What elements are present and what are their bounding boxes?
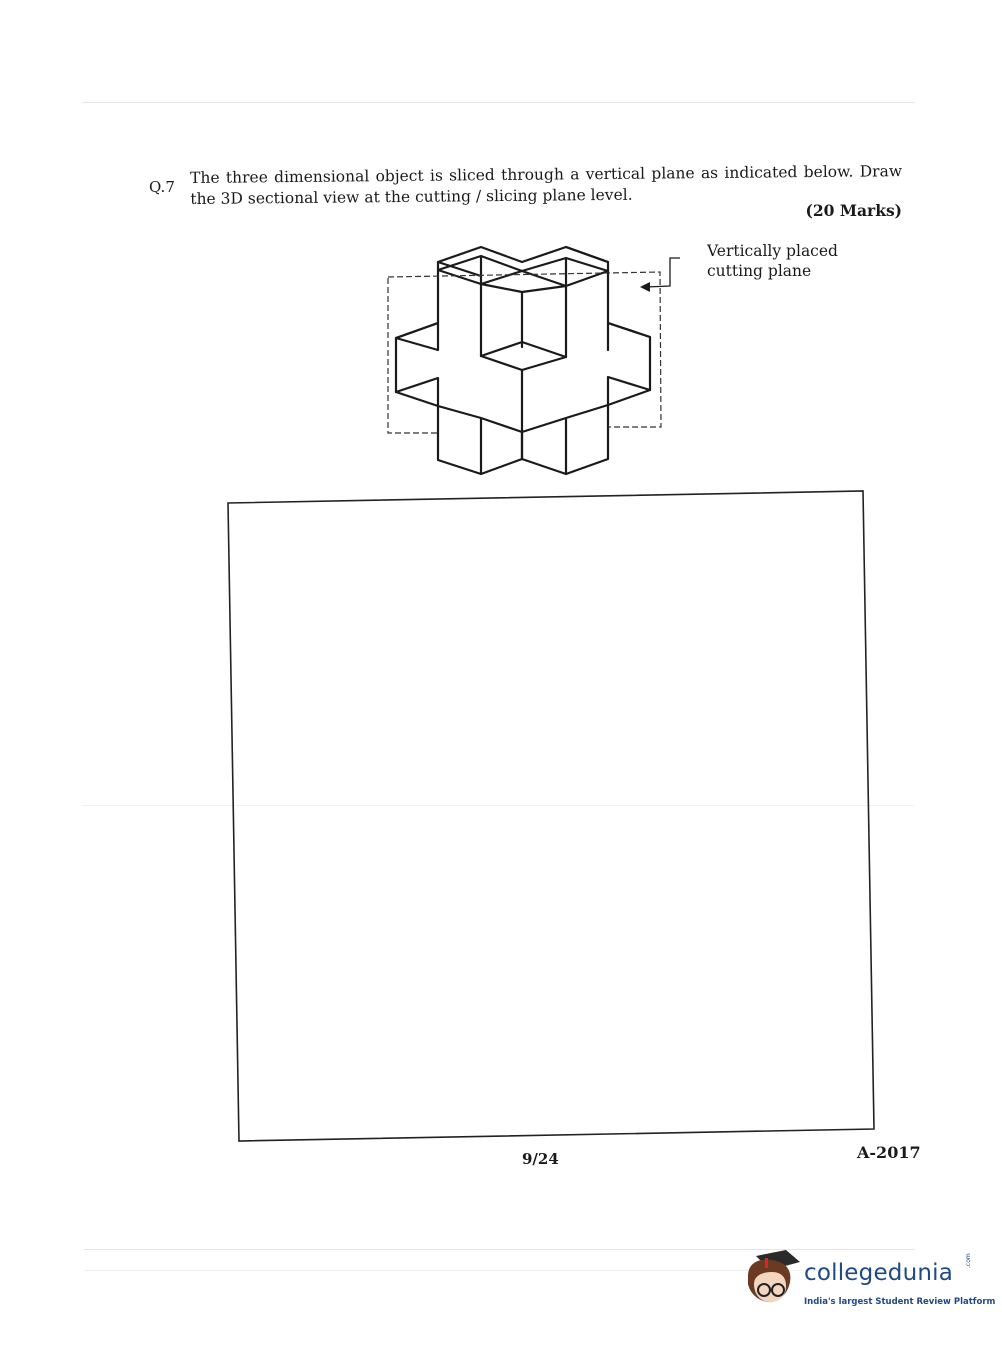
isometric-cross-figure — [380, 240, 680, 480]
question-text: The three dimensional object is sliced through a vertical plane as indicated below. Draw the 3D sectional view at the cutting / slicing plane level. — [190, 162, 903, 208]
brand-name: collegedunia — [804, 1260, 954, 1286]
question-marks: (20 Marks) — [805, 201, 902, 220]
page-number: 9/24 — [522, 1150, 559, 1168]
mascot-icon — [742, 1250, 802, 1312]
brand-tagline: India's largest Student Review Platform — [804, 1297, 996, 1307]
paper-code: A-2017 — [857, 1143, 921, 1162]
notch-inner — [481, 292, 566, 370]
question-number: Q.7 — [149, 178, 175, 196]
brand-tld: .com — [965, 1253, 972, 1268]
cutting-plane-outline — [388, 272, 661, 433]
annotation-line-1: Vertically placed — [707, 242, 838, 260]
scan-artifact-top — [82, 102, 914, 103]
scan-artifact-mid — [82, 805, 914, 806]
notch-back-edge — [481, 284, 566, 292]
annotation-arrowhead — [640, 282, 650, 292]
cutting-plane-annotation — [707, 241, 838, 281]
annotation-line-2: cutting plane — [707, 262, 812, 280]
collegedunia-logo[interactable] — [742, 1250, 996, 1312]
